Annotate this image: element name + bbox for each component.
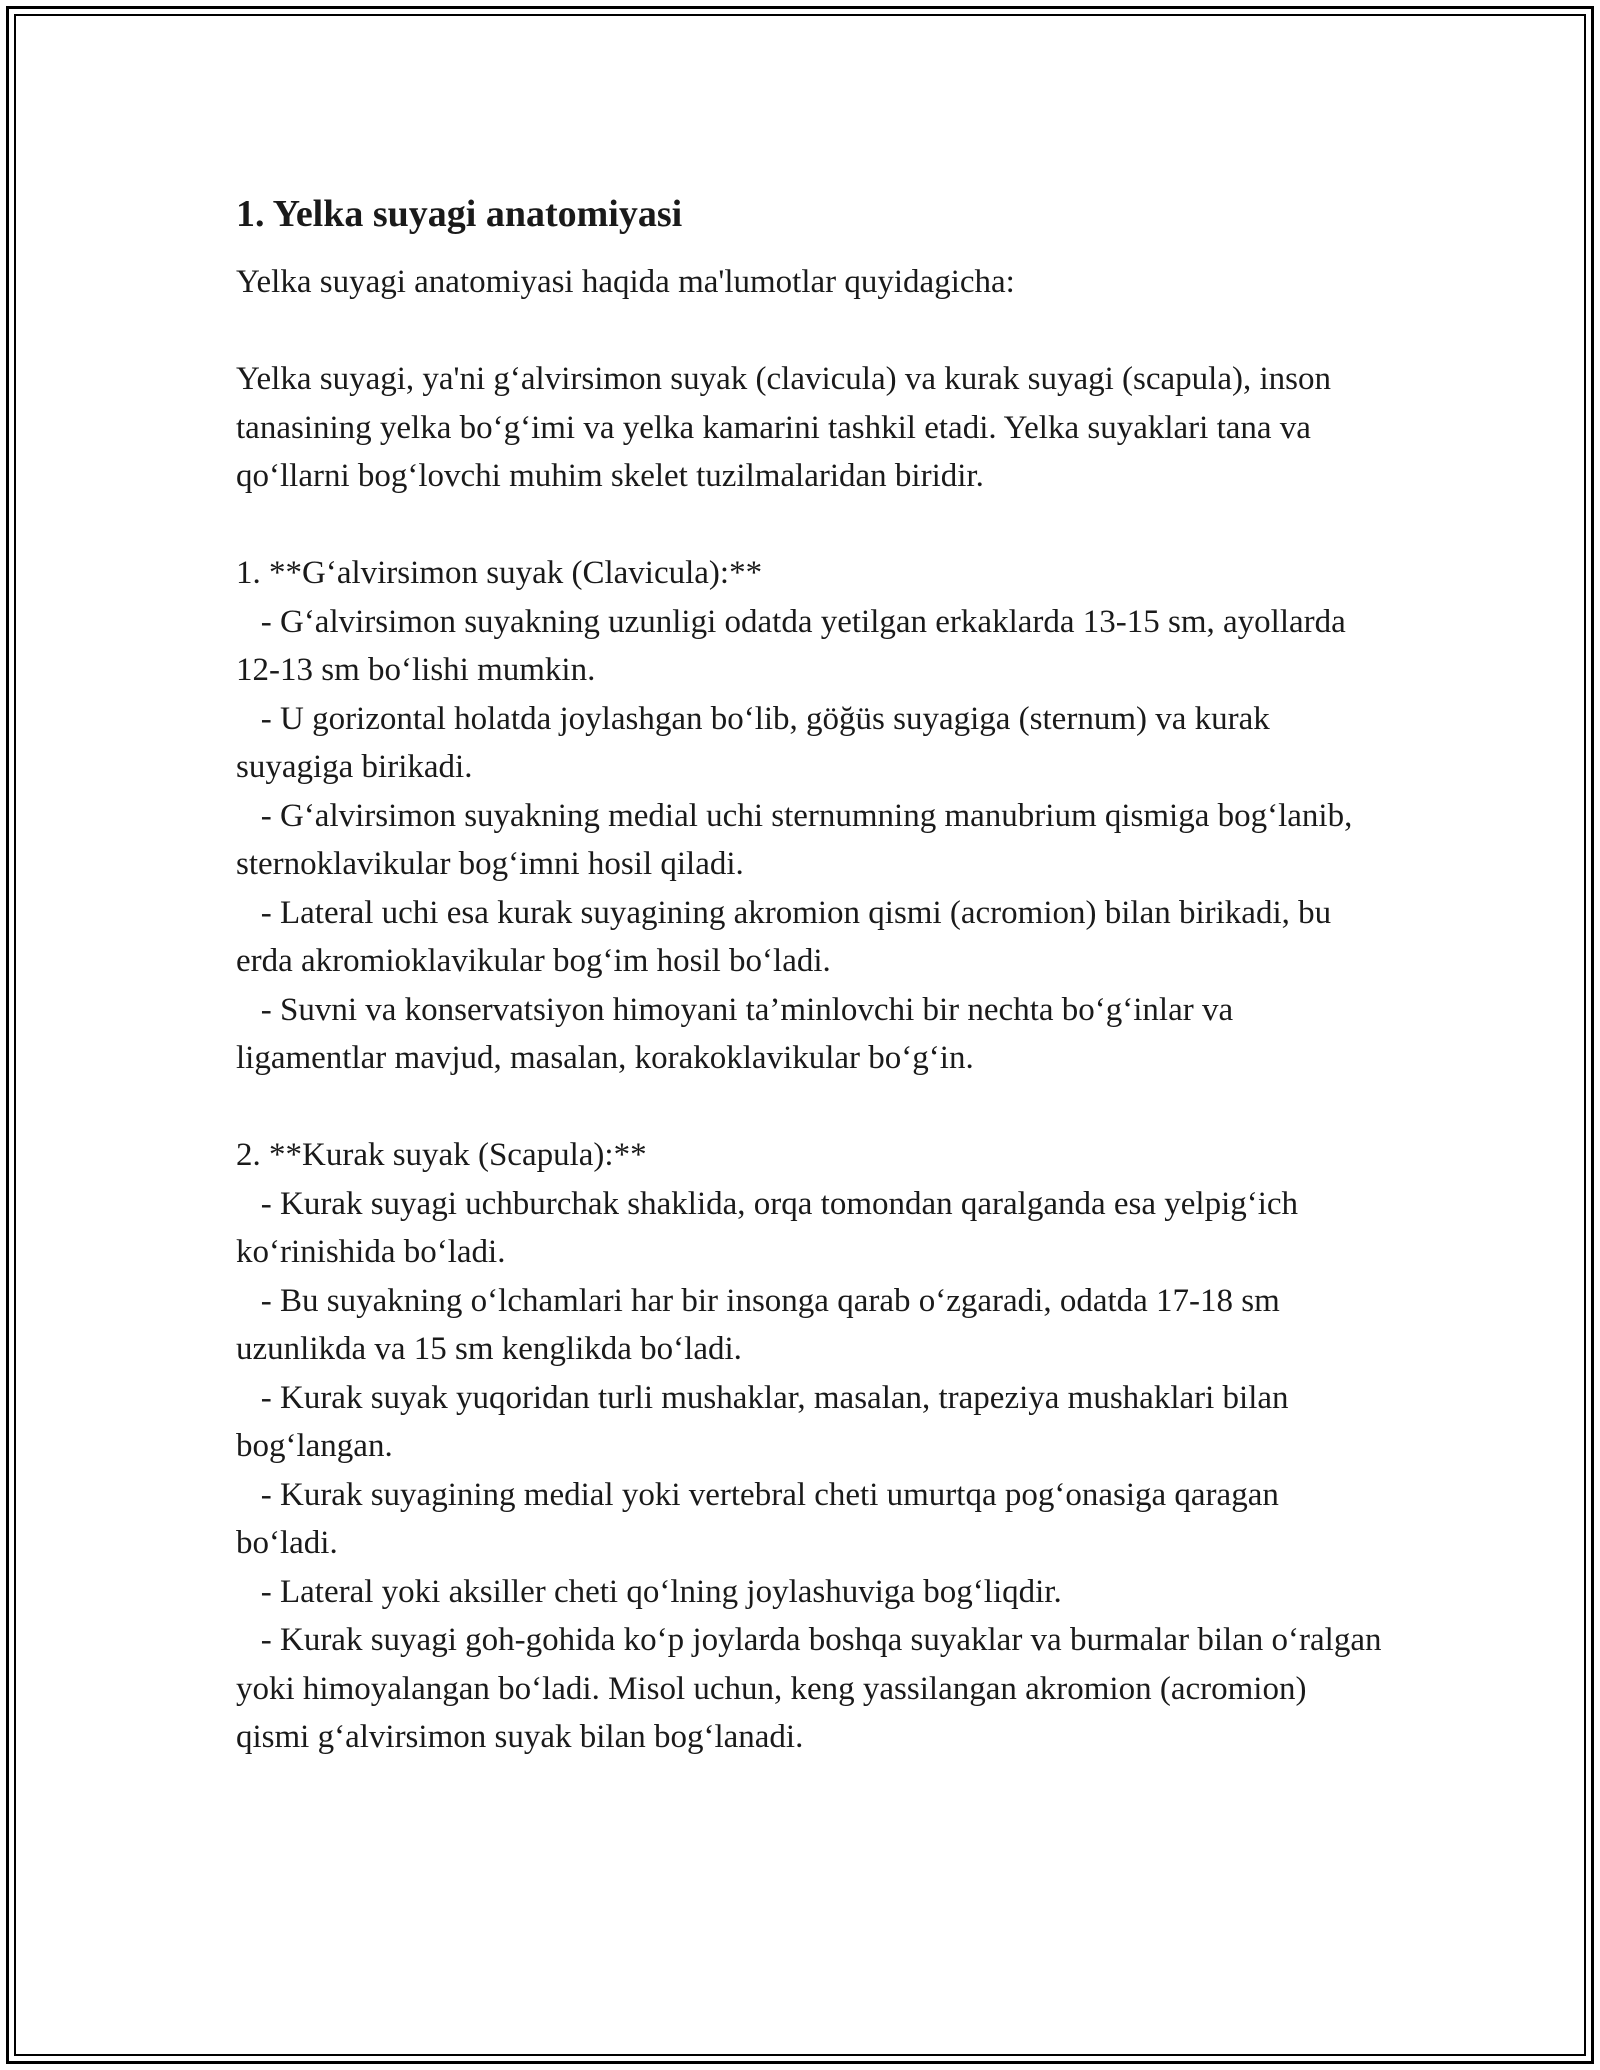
list-item: - Lateral uchi esa kurak suyagining akromion qismi (acromion) bilan birikadi, bu erda akromioklavikular bog‘im hosil bo‘ladi. <box>236 894 1340 979</box>
list-item: - U gorizontal holatda joylashgan bo‘lib, göğüs suyagiga (sternum) va kurak suyagiga birikadi. <box>236 700 1279 785</box>
blank-line <box>236 1083 1386 1132</box>
section-clavicula <box>236 549 1386 1083</box>
list-item: - Kurak suyak yuqoridan turli mushaklar, masalan, trapeziya mushaklari bilan bog‘langan. <box>236 1379 1297 1464</box>
list-item: - G‘alvirsimon suyakning medial uchi sternumning manubrium qismiga bog‘lanib, sternoklavikular bog‘imni hosil qiladi. <box>236 797 1361 882</box>
list-item: - Kurak suyagining medial yoki vertebral cheti umurtqa pog‘onasiga qaragan bo‘ladi. <box>236 1476 1288 1561</box>
section-title: 2. **Kurak suyak (Scapula):** <box>236 1137 647 1173</box>
list-item: - Kurak suyagi uchburchak shaklida, orqa tomondan qaralganda esa yelpig‘ich ko‘rinishida bo‘ladi. <box>236 1185 1307 1270</box>
list-item: - Suvni va konservatsiyon himoyani ta’minlovchi bir nechta bo‘g‘inlar va ligamentlar mavjud, masalan, korakoklavikular bo‘g‘in. <box>236 991 1242 1076</box>
overview-paragraph: Yelka suyagi, ya'ni g‘alvirsimon suyak (clavicula) va kurak suyagi (scapula), inson tanasining yelka bo‘g‘imi va yelka kamarini tashkil etadi. Yelka suyaklari tana va qo‘llarni bog‘lovchi muhim skelet tuzilmalaridan biridir. <box>236 361 1340 494</box>
intro-text: Yelka suyagi anatomiyasi haqida ma'lumotlar quyidagicha: <box>236 264 1015 300</box>
list-item: - Lateral yoki aksiller cheti qo‘lning joylashuviga bog‘liqdir. <box>236 1573 1062 1610</box>
section-title: 1. **G‘alvirsimon suyak (Clavicula):** <box>236 555 763 591</box>
list-item: - Kurak suyagi goh-gohida ko‘p joylarda boshqa suyaklar va burmalar bilan o‘ralgan yoki himoyalangan bo‘ladi. Misol uchun, keng yassilangan akromion (acromion) qismi g‘alvirsimon suyak bilan bog‘lanadi. <box>236 1622 1390 1755</box>
document-heading: 1. Yelka suyagi anatomiyasi <box>236 193 683 235</box>
document-page <box>236 186 1390 1762</box>
blank-line <box>236 307 1386 356</box>
list-item: - G‘alvirsimon suyakning uzunligi odatda yetilgan erkaklarda 13-15 sm, ayollarda 12-13 sm bo‘lishi mumkin. <box>236 603 1355 688</box>
blank-line <box>236 501 1386 550</box>
section-scapula <box>236 1131 1390 1762</box>
list-item: - Bu suyakning o‘lchamlari har bir insonga qarab o‘zgaradi, odatda 17-18 sm uzunlikda va 15 sm kenglikda bo‘ladi. <box>236 1282 1289 1367</box>
